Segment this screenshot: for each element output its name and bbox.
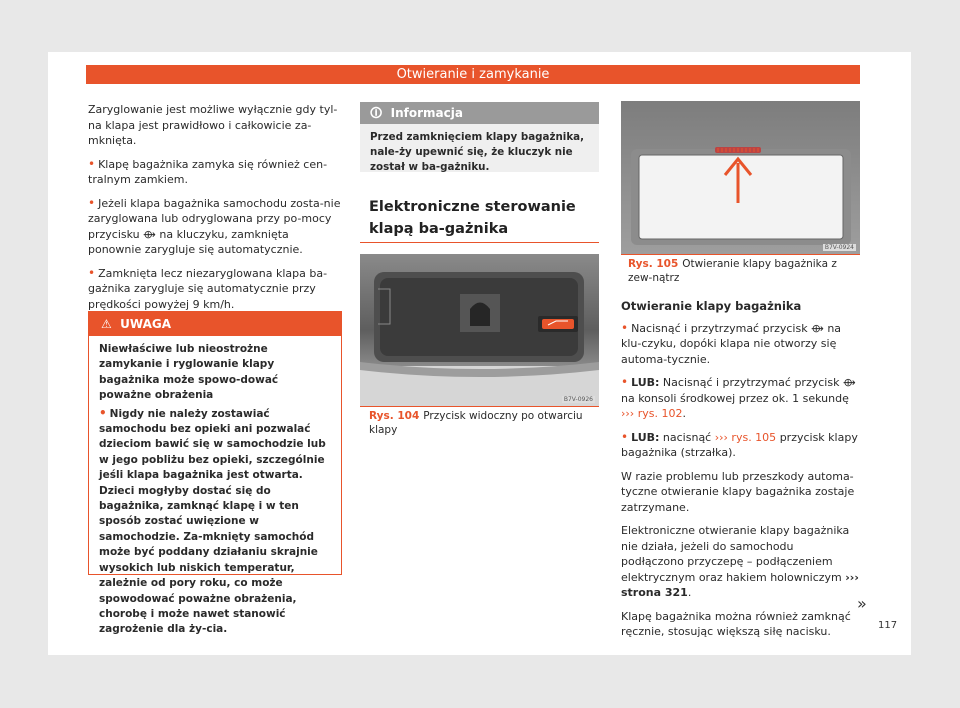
bullet-dot: • xyxy=(621,429,629,444)
list-item: • Zamknięta lecz niezaryglowana klapa ba-gażnika zarygluje się automatycznie przy prędkości powyżej 9 km/h. xyxy=(88,265,328,311)
reference-link[interactable]: ››› rys. 105 xyxy=(714,430,777,444)
figure-number: Rys. 104 xyxy=(369,410,420,422)
caption-divider xyxy=(360,406,599,407)
key-tailgate-icon: ⟴ xyxy=(811,321,824,335)
bullet-dot: • xyxy=(621,320,629,335)
list-item: • Nacisnąć i przytrzymać przycisk ⟴ na klu-czyku, dopóki klapa nie otworzy się automa-tycznie. xyxy=(621,320,842,366)
intro-text: Zaryglowanie jest możliwe wyłącznie gdy tyl-na klapa jest prawidłowo i całkowicie za-mknięta. xyxy=(88,103,338,147)
list-item: • LUB: nacisnąć ››› rys. 105 przycisk klapy bagażnika (strzałka). xyxy=(621,429,858,459)
info-body: Przed zamknięciem klapy bagażnika, nale-ży upewnić się, że kluczyk nie został w ba-gażniku. xyxy=(370,131,585,173)
figure-105-caption: Rys. 105 Otwieranie klapy bagażnika z zew-nątrz xyxy=(628,258,837,284)
figure-number: Rys. 105 xyxy=(628,258,679,270)
right-column xyxy=(621,299,859,648)
warning-body xyxy=(89,336,341,638)
section-divider xyxy=(360,242,599,243)
figure-105-image xyxy=(621,101,860,254)
figure-code: B7V-0924 xyxy=(824,244,854,251)
bullet-dot: • xyxy=(99,405,107,420)
left-column xyxy=(88,102,343,320)
reference-link[interactable]: ››› rys. 102 xyxy=(621,407,683,420)
figure-code: B7V-0926 xyxy=(563,396,593,403)
warning-bullet: • Nigdy nie należy zostawiać samochodu bez opieki ani pozwalać dzieciom bawić się w samochodzie lub w jego pobliżu bez opieki, szczególnie jeśli klapa bagażnika jest otwarta. Dzieci mogłyby dostać się do bagażnika, zamknąć klapę i w ten sposób zostać uwięzione w samochodzie. Za-mknięty samochód może być poddany działaniu skrajnie wysokich lub niskich temperatur, zależnie od pory roku, co może spowodować poważne obrażenia, chorobę i może nawet stanowić zagrożenie dla ży-cia. xyxy=(99,405,326,636)
continue-marker: » xyxy=(857,594,867,613)
info-icon: 🛈 xyxy=(370,106,383,120)
key-tailgate-icon: ⟴ xyxy=(842,376,856,389)
page-title: Otwieranie i zamykanie xyxy=(86,65,860,84)
warning-header: ⚠ UWAGA xyxy=(89,312,341,336)
paragraph: Elektroniczne otwieranie klapy bagażnika nie działa, jeżeli do samochodu podłączono przyczepę – podłączeniem elektrycznym oraz hakiem holowniczym ››› strona 321. xyxy=(621,524,859,599)
figure-104-image xyxy=(360,254,599,406)
caption-divider xyxy=(621,254,860,255)
key-tailgate-icon: ⟴ xyxy=(143,227,156,241)
page-number: 117 xyxy=(878,620,898,631)
reference-link[interactable]: ››› strona 321 xyxy=(621,570,859,599)
paragraph: W razie problemu lub przeszkody automa-tyczne otwieranie klapy bagażnika zostaje zatrzymane. xyxy=(621,469,855,514)
bullet-dot: • xyxy=(88,156,96,171)
subheading: Otwieranie klapy bagażnika xyxy=(621,299,802,313)
figure-104-caption: Rys. 104 Przycisk widoczny po otwarciu klapy xyxy=(369,410,583,436)
warning-lead: Niewłaściwe lub nieostrożne zamykanie i ryglowanie klapy bagażnika może spowo-dować poważne obrażenia xyxy=(99,343,279,402)
list-item: • Klapę bagażnika zamyka się również cen-tralnym zamkiem. xyxy=(88,156,328,186)
list-item: • LUB: Nacisnąć i przytrzymać przycisk ⟴ na konsoli środkowej przez ok. 1 sekundę ››› rys. 102. xyxy=(621,375,856,420)
info-box xyxy=(360,102,599,172)
warning-box xyxy=(88,311,342,636)
section-title: Elektroniczne sterowanie klapą ba-gażnika xyxy=(369,199,576,237)
list-item: • Jeżeli klapa bagażnika samochodu zosta-nie zaryglowana lub odryglowana przy po-mocy przycisku ⟴ na kluczyku, zamknięta ponownie zarygluje się automatycznie. xyxy=(88,195,341,256)
info-header: 🛈 Informacja xyxy=(360,102,599,124)
bullet-dot: • xyxy=(88,195,96,210)
paragraph: Klapę bagażnika można również zamknąć ręcznie, stosując większą siłę nacisku. xyxy=(621,609,851,638)
warning-triangle-icon: ⚠ xyxy=(101,317,112,331)
bullet-dot: • xyxy=(88,265,96,280)
bullet-dot: • xyxy=(621,375,629,389)
